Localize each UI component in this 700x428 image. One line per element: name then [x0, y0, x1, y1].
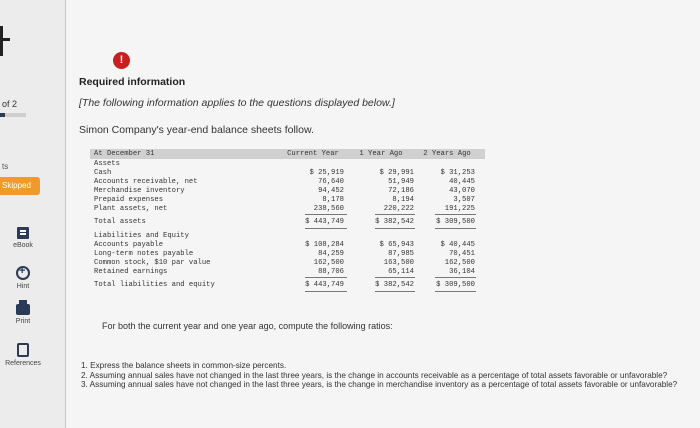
subtotal-line: [305, 214, 347, 215]
print-button[interactable]: [0, 304, 46, 325]
print-icon: [16, 304, 30, 315]
cell-1-year-ago: 87,985: [388, 250, 414, 258]
subtotal-line: [375, 277, 415, 278]
table-row: [90, 268, 485, 277]
row-label: Total assets: [94, 218, 146, 226]
total-line: [305, 291, 347, 292]
cell-1-year-ago: $ 382,542: [375, 218, 414, 226]
total-line: [305, 228, 347, 229]
subtotal-line: [375, 214, 415, 215]
cell-1-year-ago: $ 29,991: [379, 169, 414, 177]
cell-2-years-ago: 43,070: [449, 187, 475, 195]
question-item: 3. Assuming annual sales have not changed in the last three years, is the change in merchandise inventory as a percentage of total assets favorable or unfavorable?: [81, 380, 678, 390]
table-row: [90, 178, 485, 187]
cell-current-year: $ 443,749: [305, 218, 344, 226]
cell-current-year: $ 25,919: [309, 169, 344, 177]
row-label: Total liabilities and equity: [94, 281, 215, 289]
references-button[interactable]: [0, 343, 46, 367]
cell-2-years-ago: $ 40,445: [440, 241, 475, 249]
progress-bar: [0, 113, 26, 117]
row-label: Merchandise inventory: [94, 187, 185, 195]
table-row: [90, 241, 485, 250]
page-indicator: of 2: [2, 99, 18, 109]
header-label: At December 31: [94, 150, 155, 158]
references-icon: [17, 343, 29, 357]
cell-current-year: 84,259: [318, 250, 344, 258]
cell-current-year: 8,178: [322, 196, 344, 204]
info-note: [The following information applies to the questions displayed below.]: [79, 97, 395, 109]
cell-1-year-ago: 8,194: [392, 196, 414, 204]
row-label: Accounts receivable, net: [94, 178, 198, 186]
cell-2-years-ago: 3,507: [453, 196, 475, 204]
compute-instruction: For both the current year and one year ago, compute the following ratios:: [102, 321, 393, 331]
cell-1-year-ago: 163,500: [383, 259, 414, 267]
cell-current-year: 238,560: [313, 205, 344, 213]
cell-1-year-ago: 220,222: [383, 205, 414, 213]
table-row: [90, 169, 485, 178]
row-label: Plant assets, net: [94, 205, 168, 213]
required-information-title: Required information: [79, 76, 186, 88]
plus-icon: [0, 26, 12, 56]
table-row: [90, 250, 485, 259]
col-header-1-year-ago: 1 Year Ago: [359, 150, 403, 158]
balance-sheet-table: [90, 148, 485, 305]
table-row: [90, 187, 485, 196]
question-item: 1. Express the balance sheets in common-size percents.: [81, 361, 287, 370]
total-line: [375, 228, 415, 229]
cell-2-years-ago: 162,500: [444, 259, 475, 267]
table-row: [90, 196, 485, 205]
cell-1-year-ago: $ 382,542: [375, 281, 414, 289]
row-label: Common stock, $10 par value: [94, 259, 211, 267]
cell-1-year-ago: 65,114: [388, 268, 414, 276]
row-label: Liabilities and Equity: [94, 232, 189, 240]
cell-2-years-ago: 70,451: [449, 250, 475, 258]
subtotal-line: [435, 277, 476, 278]
total-line: [435, 228, 476, 229]
row-label: Prepaid expenses: [94, 196, 164, 204]
cell-1-year-ago: $ 65,943: [379, 241, 414, 249]
hint-button[interactable]: [0, 266, 46, 290]
row-label: Cash: [94, 169, 112, 177]
references-label: References: [5, 360, 41, 367]
cell-2-years-ago: 191,225: [444, 205, 475, 213]
cell-2-years-ago: $ 31,253: [440, 169, 475, 177]
table-row: [90, 259, 485, 268]
table-row-total: [90, 218, 485, 227]
subtotal-line: [305, 277, 347, 278]
hint-icon: [16, 266, 30, 280]
sidebar: [0, 0, 66, 428]
table-row: [90, 205, 485, 214]
cell-2-years-ago: 40,445: [449, 178, 475, 186]
print-label: Print: [15, 318, 31, 325]
question-list: [81, 361, 681, 390]
row-label: Retained earnings: [94, 268, 168, 276]
col-header-2-years-ago: 2 Years Ago: [423, 150, 471, 158]
cell-2-years-ago: $ 309,500: [436, 218, 475, 226]
total-line: [375, 291, 415, 292]
table-header-row: [90, 150, 485, 159]
ebook-label: eBook: [13, 242, 33, 249]
cell-current-year: 88,706: [318, 268, 344, 276]
cell-current-year: $ 108,284: [305, 241, 344, 249]
cell-current-year: $ 443,749: [305, 281, 344, 289]
col-header-current-year: Current Year: [287, 150, 339, 158]
cell-2-years-ago: 36,104: [449, 268, 475, 276]
ebook-button[interactable]: [0, 227, 46, 249]
intro-text: Simon Company's year-end balance sheets follow.: [79, 124, 314, 136]
cell-2-years-ago: $ 309,500: [436, 281, 475, 289]
cell-1-year-ago: 51,949: [388, 178, 414, 186]
table-row-total: [90, 281, 485, 290]
cell-current-year: 76,640: [318, 178, 344, 186]
book-icon: [17, 227, 29, 239]
row-label: Long-term notes payable: [94, 250, 194, 258]
cell-current-year: 162,500: [313, 259, 344, 267]
subtotal-line: [435, 214, 476, 215]
alert-icon: !: [113, 52, 130, 69]
progress-fill: [0, 113, 5, 117]
table-row: [90, 232, 485, 241]
skipped-badge[interactable]: Skipped: [0, 177, 40, 195]
table-row: [90, 160, 485, 169]
hint-label: Hint: [16, 283, 30, 290]
row-label: Accounts payable: [94, 241, 164, 249]
cell-1-year-ago: 72,186: [388, 187, 414, 195]
side-label: ts: [2, 162, 9, 171]
cell-current-year: 94,452: [318, 187, 344, 195]
main-panel: [66, 0, 700, 428]
total-line: [435, 291, 476, 292]
question-item: 2. Assuming annual sales have not changed in the last three years, is the change in accounts receivable as a percentage of total assets favorable or unfavorable?: [81, 370, 668, 380]
row-label: Assets: [94, 160, 120, 168]
